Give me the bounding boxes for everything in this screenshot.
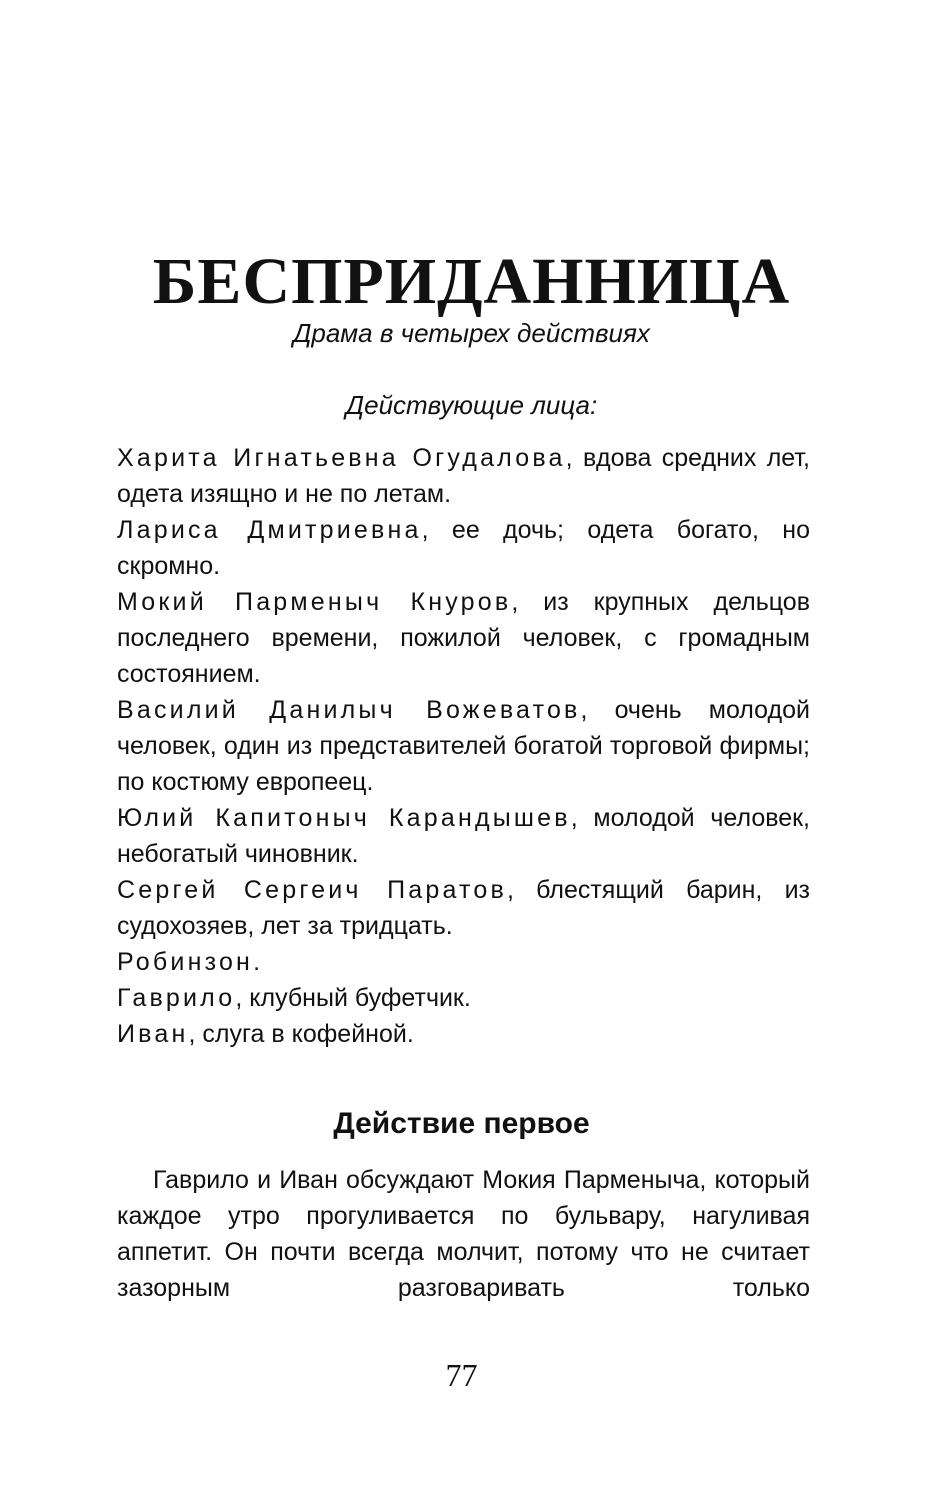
character-name: Мокий Парменыч Кнуров — [117, 588, 512, 616]
character-name: Гаврило — [117, 984, 236, 1012]
character-name: Василий Данилыч Вожеватов — [117, 696, 581, 724]
cast-heading: Действующие лица: — [345, 390, 598, 420]
cast-entry — [117, 872, 810, 944]
cast-list — [117, 440, 810, 1052]
cast-entry — [117, 800, 810, 872]
character-name: Юлий Капитоныч Карандышев — [117, 804, 571, 832]
character-description: , ее дочь; одета богато, но скромно. — [117, 516, 810, 580]
cast-entry — [117, 944, 810, 980]
play-title: БЕСПРИДАННИЦА — [152, 245, 791, 318]
character-description: . — [253, 948, 261, 976]
cast-entry — [117, 440, 810, 512]
act-heading: Действие первое — [333, 1107, 590, 1140]
cast-entry — [117, 980, 810, 1016]
character-name: Харита Игнатьевна Огудалова — [117, 444, 566, 472]
page-number: 77 — [445, 1357, 478, 1393]
character-name: Робинзон — [117, 948, 254, 976]
cast-entry — [117, 512, 810, 584]
character-description: , молодой человек, небогатый чиновник. — [117, 804, 811, 868]
character-description: , слуга в кофейной. — [188, 1020, 414, 1048]
cast-entry — [117, 692, 810, 800]
character-description: , блестящий барин, из судохозяев, лет за тридцать. — [117, 876, 811, 940]
character-description: , очень молодой человек, один из представителей богатой торговой фирмы; по костюму европеец. — [117, 696, 810, 796]
character-name: Иван — [117, 1020, 189, 1048]
character-description: , клубный буфетчик. — [235, 984, 471, 1012]
cast-entry — [117, 584, 810, 692]
cast-entry — [117, 1016, 810, 1052]
body-paragraph: Гаврило и Иван обсуждают Мокия Парменыча, который каждое утро прогуливается по бульвару, нагуливая аппетит. Он почти всегда молчит, потому что не считает зазорным разговаривать только — [117, 1166, 810, 1302]
character-name: Сергей Сергеич Паратов — [117, 876, 507, 904]
play-subtitle: Драма в четырех действиях — [293, 318, 650, 348]
character-description: , вдова средних лет, одета изящно и не по летам. — [117, 444, 810, 508]
character-description: , из крупных дельцов последнего времени, пожилой человек, с громадным состоянием. — [117, 588, 810, 688]
character-name: Лариса Дмитриевна — [117, 516, 422, 544]
